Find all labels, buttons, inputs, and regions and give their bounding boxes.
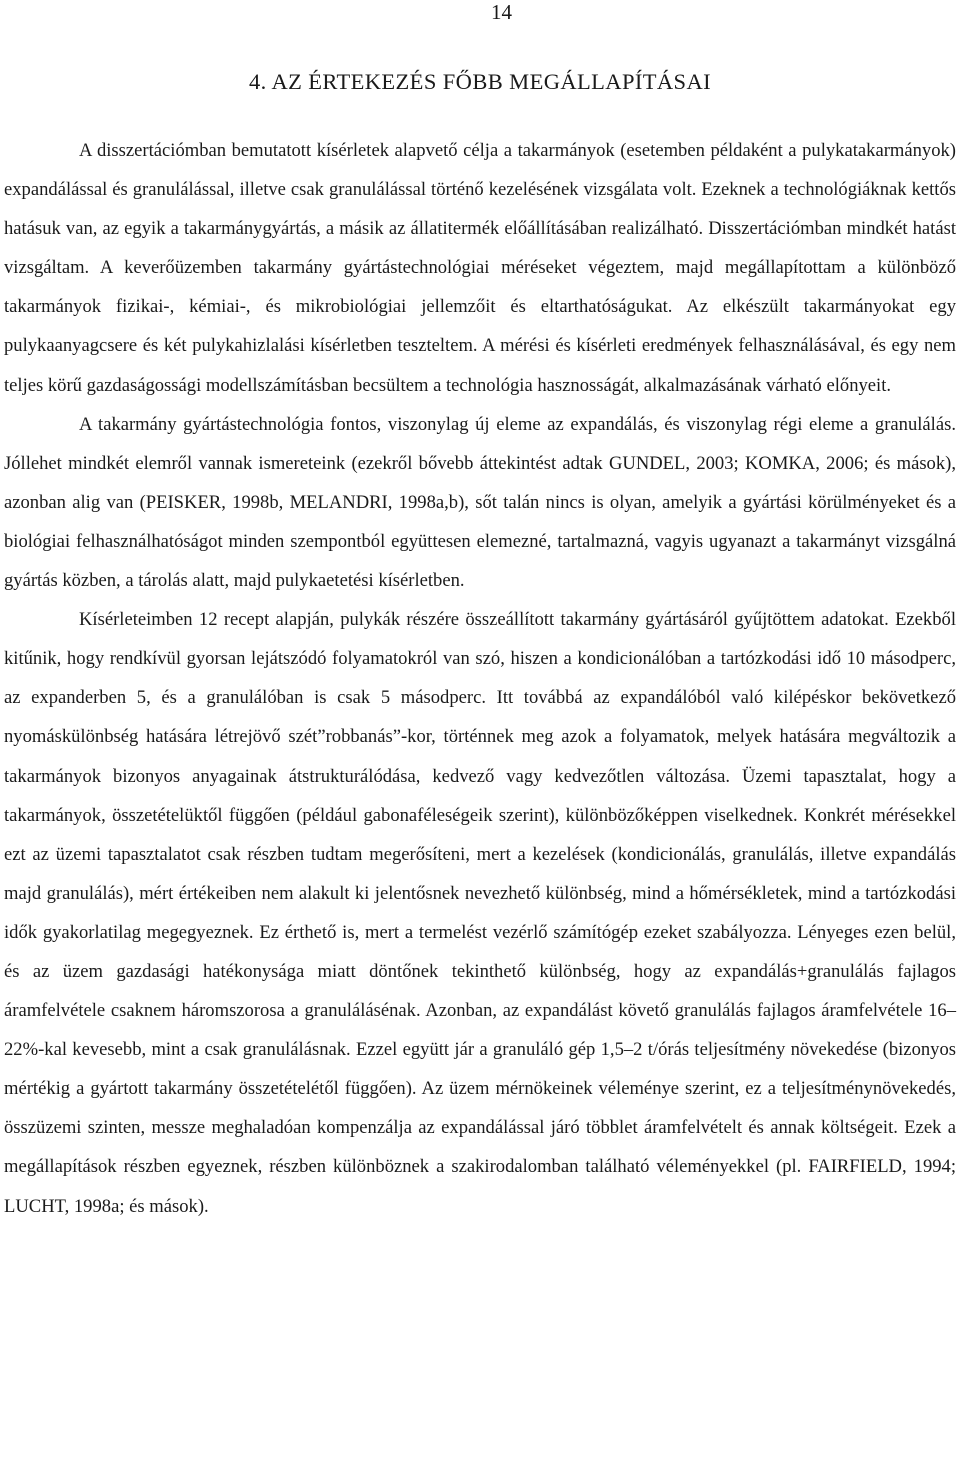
paragraph: A takarmány gyártástechnológia fontos, viszonylag új eleme az expandálás, és viszonylag régi eleme a granulálás. Jóllehet mindkét elemről vannak ismereteink (ezekről bővebb áttekintést adtak GUNDEL, 2003; KOMKA, 2006; és mások), azonban alig van (PEISKER, 1998b, MELANDRI, 1998a,b), sőt talán nincs is olyan, amelyik a gyártási körülményeket és a biológiai felhasználhatóságot minden szempontból együttesen elemezné, tartalmazná, vagyis ugyanazt a takarmányt vizsgálná gyártás közben, a tárolás alatt, majd pulykaetetési kísérletben. (4, 413, 956, 592)
paragraph: Kísérleteimben 12 recept alapján, pulykák részére összeállított takarmány gyártásáról gyűjtöttem adatokat. Ezekből kitűnik, hogy rendkívül gyorsan lejátszódó folyamatokról van szó, hiszen a kondicionálóban a tartózkodási idő 10 másodperc, az expanderben 5, és a granulálóban is csak 5 másodperc. Itt továbbá az expandálóból való kilépéskor bekövetkező nyomáskülönbség hatására létrejövő szét”robbanás”-kor, történnek meg azok a folyamatok, melyek hatására megváltozik a takarmányok bizonyos anyagainak átstrukturálódása, kedvező vagy kedvezőtlen változása. Üzemi tapasztalat, hogy a takarmányok, összetételüktől függően (például gabonaféleségeik szerint), különbözőképpen viselkednek. Konkrét mérésekkel ezt az üzemi tapasztalatot csak részben tudtam megerősíteni, mert a kezelések (kondicionálás, granulálás, illetve expandálás majd granulálás), mért értékeiben nem alakult ki jelentősnek nevezhető különbség, mind a hőmérsékletek, mind a tartózkodási idők gyakorlatilag megegyeznek. Ez érthető is, mert a termelést vezérlő számítógép ezeket szabályozza. Lényeges ezen belül, és az üzem gazdasági hatékonysága miatt döntőnek tekinthető különbség, hogy az expandálás+granulálás fajlagos áramfelvétele csaknem háromszorosa a granulálásénak. Azonban, az expandálást követő granulálás fajlagos áramfelvétele 16–22%-kal kevesebb, mint a csak granulálásnak. Ezzel együtt jár a granuláló gép 1,5–2 t/órás teljesítmény növekedése (bizonyos mértékig a gyártott takarmány összetételétől függően). Az üzem mérnökeinek véleménye szerint, ez a teljesítménynövekedés, összüzemi szinten, messze meghaladóan kompenzálja az expandálással járó többlet áramfelvételt és annak költségeit. Ezek a megállapítások részben egyeznek, részben különböznek a szakirodalomban található véleményekkel (pl. FAIRFIELD, 1994; LUCHT, 1998a; és mások). (4, 609, 956, 1217)
page-number: 14 (491, 0, 512, 24)
section-heading: 4. AZ ÉRTEKEZÉS FŐBB MEGÁLLAPÍTÁSAI (248, 69, 712, 94)
body-text (4, 131, 956, 1226)
paragraph: A disszertációmban bemutatott kísérletek alapvető célja a takarmányok (esetemben példaként a pulykatakarmányok) expandálással és granulálással, illetve csak granulálással történő kezelésének vizsgálata volt. Ezeknek a technológiáknak kettős hatásuk van, az egyik a takarmánygyártás, a másik az állatitermék előállításában realizálható. Disszertációmban mindkét hatást vizsgáltam. A keverőüzemben takarmány gyártástechnológiai méréseket végeztem, majd megállapítottam a különböző takarmányok fizikai-, kémiai-, és mikrobiológiai jellemzőit és eltarthatóságukat. Az elkészült takarmányokat egy pulykaanyagcsere és két pulykahizlalási kísérletben teszteltem. A mérési és kísérleti eredmények felhasználásával, és egy nem teljes körű gazdaságossági modellszámításban becsültem a technológia hasznosságát, alkalmazásának várható előnyeit. (4, 140, 956, 396)
